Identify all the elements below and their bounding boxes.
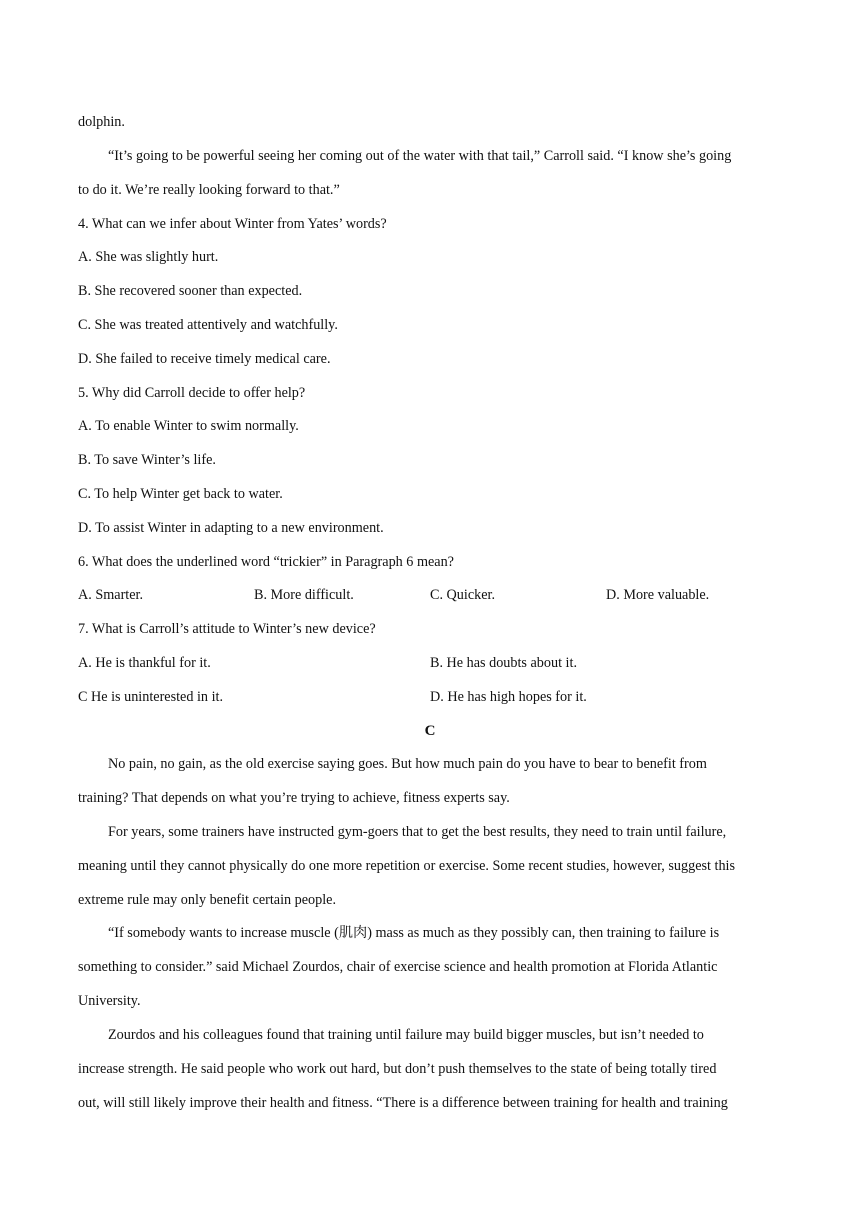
question-6-option-d: D. More valuable. — [606, 587, 710, 603]
question-5-option-a: A. To enable Winter to swim normally. — [78, 418, 299, 434]
question-4-option-d: D. She failed to receive timely medical care. — [78, 351, 331, 367]
passage-line: dolphin. — [78, 114, 125, 130]
paragraph-line: extreme rule may only benefit certain people. — [78, 892, 337, 908]
question-7-option-b: B. He has doubts about it. — [430, 655, 577, 671]
paragraph-line: University. — [78, 993, 141, 1009]
question-7-stem: 7. What is Carroll’s attitude to Winter’s new device? — [78, 621, 376, 637]
paragraph-line: training? That depends on what you’re trying to achieve, fitness experts say. — [78, 790, 510, 806]
question-5-option-d: D. To assist Winter in adapting to a new environment. — [78, 520, 384, 536]
question-4-option-a: A. She was slightly hurt. — [78, 249, 219, 265]
passage-line: “It’s going to be powerful seeing her coming out of the water with that tail,” Carroll said. “I know she’s going — [108, 148, 732, 164]
paragraph-line: “If somebody wants to increase muscle (肌肉) mass as much as they possibly can, then training to failure is — [108, 925, 720, 941]
question-6-option-a: A. Smarter. — [78, 587, 144, 603]
question-7-option-c: C He is uninterested in it. — [78, 689, 224, 705]
paragraph-line: something to consider.” said Michael Zourdos, chair of exercise science and health promotion at Florida Atlantic — [78, 959, 718, 975]
question-4-stem: 4. What can we infer about Winter from Yates’ words? — [78, 216, 387, 232]
question-5-option-c: C. To help Winter get back to water. — [78, 486, 283, 502]
question-5-option-b: B. To save Winter’s life. — [78, 452, 216, 468]
section-heading: C — [424, 723, 436, 739]
question-5-stem: 5. Why did Carroll decide to offer help? — [78, 385, 306, 401]
passage-line: to do it. We’re really looking forward to that.” — [78, 182, 340, 198]
question-6-option-b: B. More difficult. — [254, 587, 354, 603]
question-4-option-b: B. She recovered sooner than expected. — [78, 283, 303, 299]
paragraph-line: No pain, no gain, as the old exercise saying goes. But how much pain do you have to bear to benefit from — [108, 756, 707, 772]
paragraph-line: out, will still likely improve their health and fitness. “There is a difference between training for health and training — [78, 1095, 728, 1111]
paragraph-line: For years, some trainers have instructed gym-goers that to get the best results, they need to train until failure, — [108, 824, 727, 840]
question-6-option-c: C. Quicker. — [430, 587, 496, 603]
question-4-option-c: C. She was treated attentively and watchfully. — [78, 317, 338, 333]
paragraph-line: increase strength. He said people who work out hard, but don’t push themselves to the state of being totally tired — [78, 1061, 717, 1077]
question-6-stem: 6. What does the underlined word “trickier” in Paragraph 6 mean? — [78, 554, 454, 570]
question-7-option-d: D. He has high hopes for it. — [430, 689, 587, 705]
question-7-option-a: A. He is thankful for it. — [78, 655, 211, 671]
paragraph-line: meaning until they cannot physically do one more repetition or exercise. Some recent studies, however, suggest this — [78, 858, 736, 874]
paragraph-line: Zourdos and his colleagues found that training until failure may build bigger muscles, but isn’t needed to — [108, 1027, 704, 1043]
